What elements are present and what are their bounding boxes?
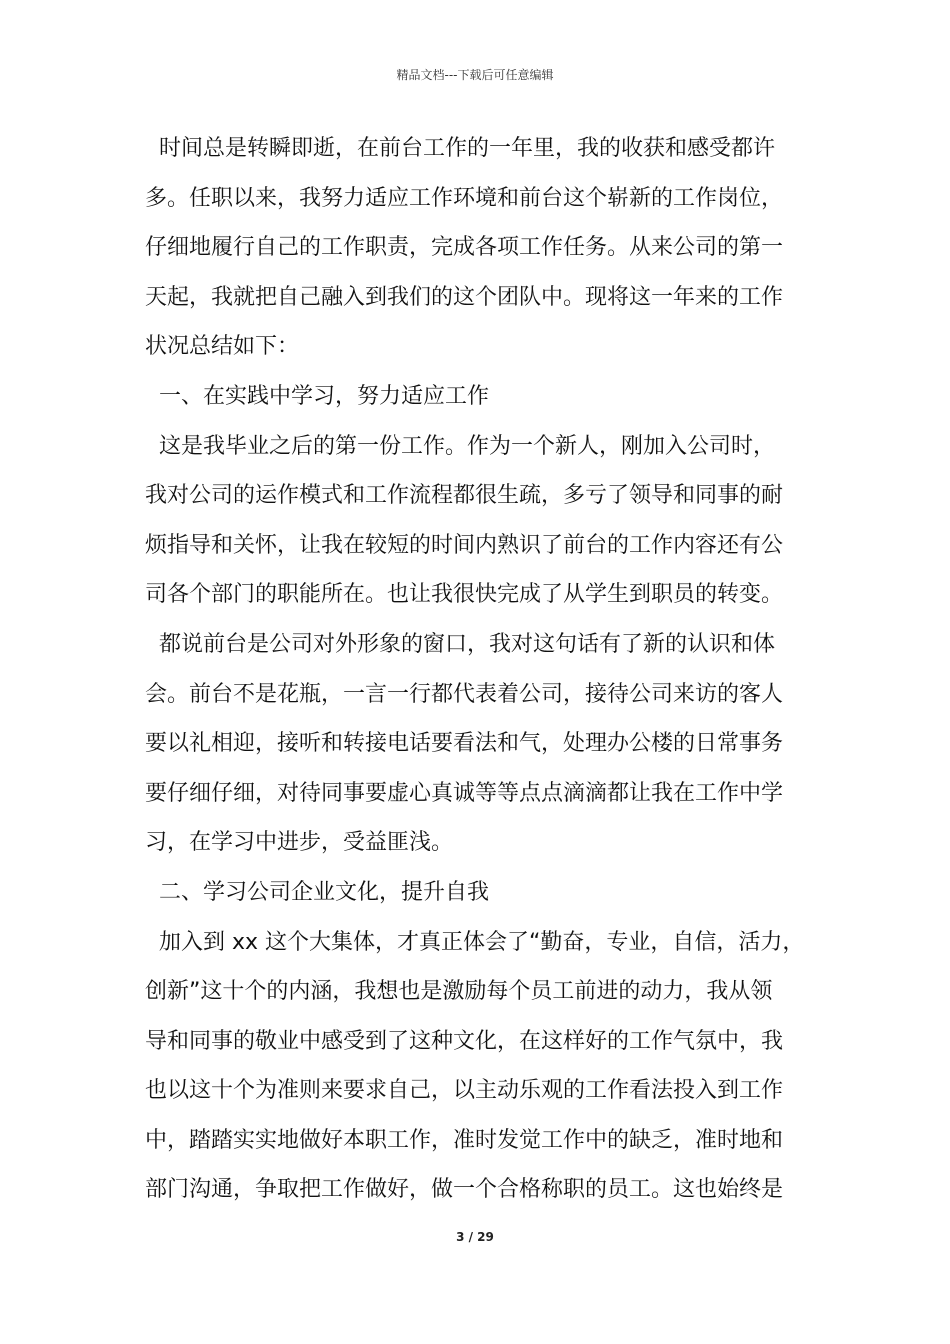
text-line: 状况总结如下：: [145, 334, 300, 360]
section-heading: 二、学习公司企业文化，提升自我: [145, 879, 489, 905]
text-line: 导和同事的敬业中感受到了这种文化，在这样好的工作气氛中，我: [145, 1028, 784, 1054]
section-heading: 一、在实践中学习，努力适应工作: [145, 383, 489, 409]
text-line: 也以这十个为准则来要求自己，以主动乐观的工作看法投入到工作: [145, 1078, 784, 1104]
text-line: 司各个部门的职能所在。也让我很快完成了从学生到职员的转变。: [145, 582, 784, 608]
page-header: 精品文档---下载后可任意编辑: [396, 68, 554, 82]
text-line: 创新”这十个的内涵，我想也是激励每个员工前进的动力，我从领: [145, 979, 773, 1005]
text-line: 中，踏踏实实地做好本职工作，准时发觉工作中的缺乏，准时地和: [145, 1127, 784, 1153]
text-line: 这是我毕业之后的第一份工作。作为一个新人，刚加入公司时，: [145, 433, 775, 459]
text-line: 烦指导和关怀，让我在较短的时间内熟识了前台的工作内容还有公: [145, 532, 784, 558]
text-line: 多。任职以来，我努力适应工作环境和前台这个崭新的工作岗位，: [145, 185, 784, 211]
document-body: [145, 124, 810, 1215]
text-line: 会。前台不是花瓶，一言一行都代表着公司，接待公司来访的客人: [145, 681, 784, 707]
text-line: 部门沟通，争取把工作做好，做一个合格称职的员工。这也始终是: [145, 1177, 784, 1203]
text-line: 要以礼相迎，接听和转接电话要看法和气，处理办公楼的日常事务: [145, 731, 784, 757]
page-number: 3 / 29: [456, 1230, 494, 1244]
text-line: 习，在学习中进步，受益匪浅。: [145, 830, 454, 856]
text-line: 我对公司的运作模式和工作流程都很生疏，多亏了领导和同事的耐: [145, 483, 784, 509]
text-line: 都说前台是公司对外形象的窗口，我对这句话有了新的认识和体: [145, 631, 775, 657]
text-line: 天起，我就把自己融入到我们的这个团队中。现将这一年来的工作: [145, 284, 784, 310]
text-line: 时间总是转瞬即逝，在前台工作的一年里，我的收获和感受都许: [145, 136, 775, 161]
text-line: 加入到 xx 这个大集体，才真正体会了“勤奋，专业，自信，活力，: [145, 929, 805, 955]
text-line: 仔细地履行自己的工作职责，完成各项工作任务。从来公司的第一: [145, 235, 784, 261]
text-line: 要仔细仔细，对待同事要虚心真诚等等点点滴滴都让我在工作中学: [145, 780, 784, 806]
